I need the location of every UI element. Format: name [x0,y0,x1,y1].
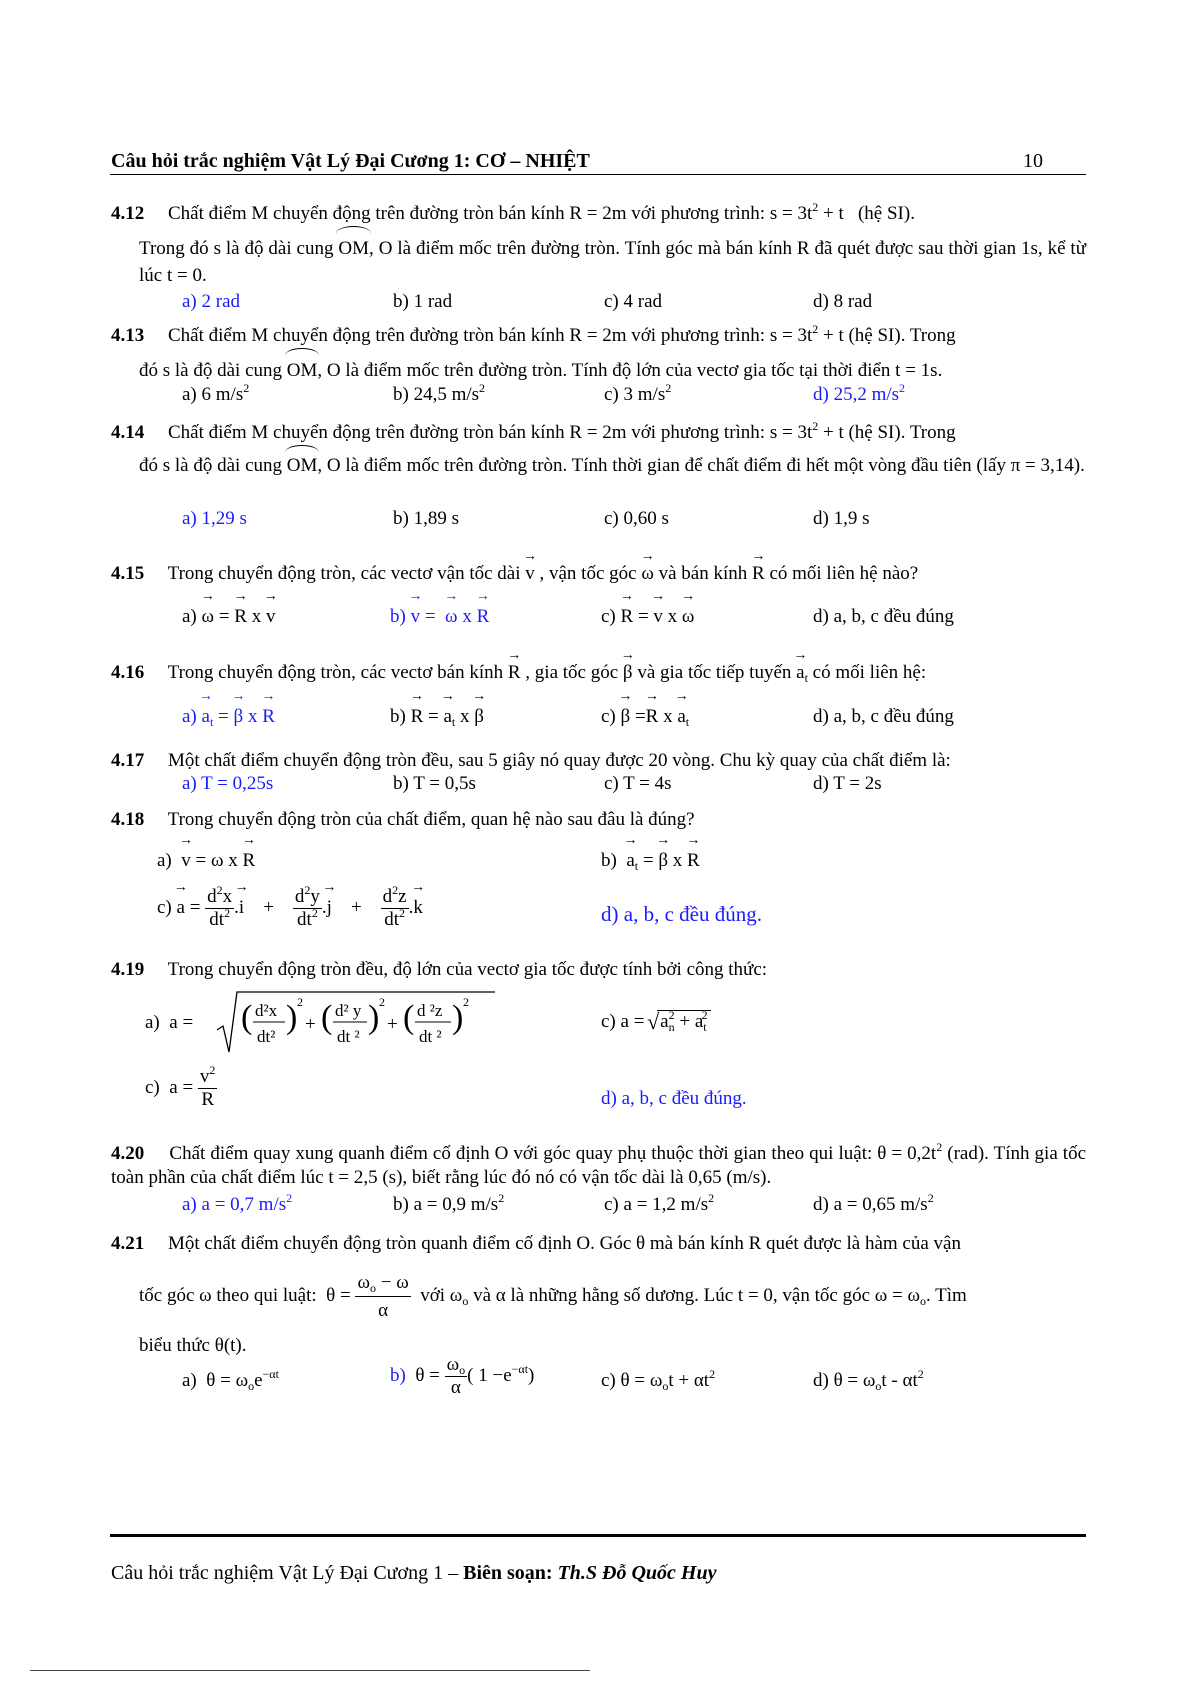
option-c[interactable]: c) a = 1,2 $m/s^2$ [604,1191,715,1215]
option-c[interactable]: c) → a = $\frac{d^2x}{dt^2}$ .→ i + $\frac{d^2y}{dt^2}$ .→ j + $\frac{d^2z}{dt^2}$ .→ k [157,886,423,931]
option-a[interactable]: a) $\theta = \omega_oe^{-\alpha t}$ [182,1367,279,1393]
question-number: 4.17 [111,750,145,771]
option-c[interactable]: c) $\theta = \omega_ot + \alpha t^2$ [601,1367,716,1393]
question-number: 4.21 [111,1233,145,1254]
question-number: 4.16 [111,662,145,683]
option-b[interactable]: b) 1,89 s [393,508,459,529]
question-number: 4.14 [111,422,145,443]
question-number: 4.15 [111,563,145,584]
option-a[interactable]: a) → ω = → R x → v [182,606,275,628]
option-c[interactable]: c) → R = → v x → ω [601,606,694,628]
question-4-20: 4.20 Chất điểm quay xung quanh điểm cố định O với góc quay phụ thuộc thời gian theo qui luật: $\theta = 0,2t^2$ (rad). Tính gia tốc toàn phần của chất điểm lúc t = 2,5 (s), biết rằng lúc đó nó có vận tốc dài là 0,65 (m/s). [111,1140,1086,1188]
svg-text:2: 2 [297,995,303,1009]
header-rule [110,174,1086,175]
svg-text:(: ( [321,999,333,1036]
option-c[interactable]: c) $a = a_n^2 + a_t^2$ √ [601,1010,711,1033]
question-4-16: 4.16 Trong chuyển động tròn, các vectơ bán kính → R , gia tốc góc → β và gia tốc tiếp tuyến → $a_t$ có mối liên hệ: [111,659,1086,686]
option-d[interactable]: d) $\theta = \omega_ot - \alpha t^2$ [813,1367,924,1393]
option-d[interactable]: d) a, b, c đều đúng. [601,1088,747,1109]
option-b[interactable]: b) θ = $\frac{\omega_o}{\alpha}$ ( $1 -e^{-\alpha t}$) [390,1354,535,1398]
question-4-17: 4.17 Một chất điểm chuyển động tròn đều, sau 5 giây nó quay được 20 vòng. Chu kỳ quay của chất điểm là: [111,750,951,771]
svg-text:d ²z: d ²z [417,1001,443,1020]
option-d[interactable]: d) 1,9 s [813,508,870,529]
question-number: 4.18 [111,809,145,830]
page-number: 10 [1023,150,1043,172]
option-b[interactable]: b) T = 0,5s [393,773,476,794]
option-b[interactable]: b) → R = → $a_t$ x → β [390,706,484,728]
svg-text:dt²: dt² [257,1027,276,1046]
option-c[interactable]: c) T = 4s [604,773,672,794]
option-d[interactable]: d) a, b, c đều đúng [813,706,954,727]
svg-text:): ) [452,999,464,1036]
option-a[interactable]: a) a = 0,7 $m/s^2$ [182,1191,293,1215]
option-c[interactable]: c) → β =→ R $x \to a_t$ [601,706,689,728]
option-c[interactable]: c) 4 rad [604,291,663,312]
question-4-12: 4.12 Chất điểm M chuyển động trên đường tròn bán kính R = 2m với phương trình: $s = 3t^2 + t$ (hệ SI). Trong đó s là độ dài cung OM, O là điểm mốc trên đường tròn. Tính góc mà bán kính R đã quét được sau thời gian 1s, kể từ lúc t = 0. [111,200,1086,286]
question-4-19: 4.19 Trong chuyển động tròn đều, độ lớn của vectơ gia tốc được tính bởi công thức: [111,959,768,980]
question-4-14: 4.14 Chất điểm M chuyển động trên đường tròn bán kính R = 2m với phương trình: $s = 3t^2 + t$ (hệ SI). Trong đó s là độ dài cung OM, O là điểm mốc trên đường tròn. Tính thời gian để chất điểm đi hết một vòng đầu tiên (lấy π = 3,14). [111,419,1085,476]
svg-text:d² y: d² y [335,1001,362,1020]
page-footer: Câu hỏi trắc nghiệm Vật Lý Đại Cương 1 – Biên soạn: Th.S Đỗ Quốc Huy [111,1562,717,1584]
question-4-18: 4.18 Trong chuyển động tròn của chất điểm, quan hệ nào sau đâu là đúng? [111,809,695,830]
footer-rule [110,1534,1086,1537]
svg-text:2: 2 [379,995,385,1009]
svg-text:2: 2 [463,995,469,1009]
option-d[interactable]: d) 8 rad [813,291,873,312]
option-d[interactable]: d) a, b, c đều đúng. [601,902,762,926]
option-b[interactable]: $b) \to a_t$ = → β x → R [601,850,700,872]
svg-text:dt ²: dt ² [419,1027,442,1046]
option-a[interactable] [145,988,505,1058]
option-a[interactable]: a) T = 0,25s [182,773,274,794]
formula-a-svg [145,988,505,1058]
option-d[interactable]: d) 25,2 $m/s^2$ [813,381,906,405]
svg-text:+: + [387,1014,398,1035]
option-d[interactable]: d) T = 2s [813,773,882,794]
option-b[interactable]: b) 24,5 $m/s^2$ [393,381,486,405]
option-a[interactable]: a) → v = ω x → R [157,850,255,872]
option-a[interactable]: $a) \to a_t$ = → β x → R [182,706,275,728]
question-number: 4.12 [111,203,145,224]
svg-text:(: ( [403,999,415,1036]
svg-text:+: + [305,1014,316,1035]
option-b[interactable]: b) → v = → ω x → R [390,606,489,628]
option-d[interactable]: d) a = 0,65 $m/s^2$ [813,1191,934,1215]
page-header-title: Câu hỏi trắc nghiệm Vật Lý Đại Cương 1: CƠ – NHIỆT [111,150,590,172]
bottom-edge-line [30,1670,590,1671]
question-number: 4.20 [111,1143,145,1164]
question-number: 4.13 [111,325,145,346]
option-c2[interactable]: c) a = $\frac{v^2}{R}$ [145,1063,216,1110]
question-4-21: 4.21 Một chất điểm chuyển động tròn quanh điểm cố định O. Góc θ mà bán kính R quét được là hàm của vận tốc góc ω theo qui luật: θ = $\frac{\omega_o - \omega}{\alpha}$ với $\omega_o$ và α là những hằng số dương. Lúc t = 0, vận tốc góc $\omega = \omega_o$. Tìm biểu thức θ(t). [111,1233,967,1356]
svg-text:dt ²: dt ² [337,1027,360,1046]
option-a[interactable]: a) 6 $m/s^2$ [182,381,250,405]
option-b[interactable]: b) 1 rad [393,291,453,312]
option-c[interactable]: c) 3 $m/s^2$ [604,381,672,405]
svg-text:): ) [368,999,380,1036]
option-a[interactable]: a) 1,29 s [182,508,247,529]
option-a[interactable]: a) 2 rad [182,291,241,312]
question-4-13: 4.13 Chất điểm M chuyển động trên đường tròn bán kính R = 2m với phương trình: $s = 3t^2 + t$ (hệ SI). Trong đó s là độ dài cung OM, O là điểm mốc trên đường tròn. Tính độ lớn của vectơ gia tốc tại thời điển t = 1s. [111,322,1086,384]
svg-text:): ) [286,999,298,1036]
question-4-15: 4.15 Trong chuyển động tròn, các vectơ vận tốc dài → v , vận tốc góc → ω và bán kính → R có mối liên hệ nào? [111,560,1086,587]
svg-text:a) a =: a) a = [145,1012,194,1033]
question-number: 4.19 [111,959,145,980]
svg-text:(: ( [241,999,253,1036]
option-d[interactable]: d) a, b, c đều đúng [813,606,954,627]
option-b[interactable]: b) a = 0,9 $m/s^2$ [393,1191,505,1215]
svg-text:d²x: d²x [255,1001,278,1020]
option-c[interactable]: c) 0,60 s [604,508,669,529]
